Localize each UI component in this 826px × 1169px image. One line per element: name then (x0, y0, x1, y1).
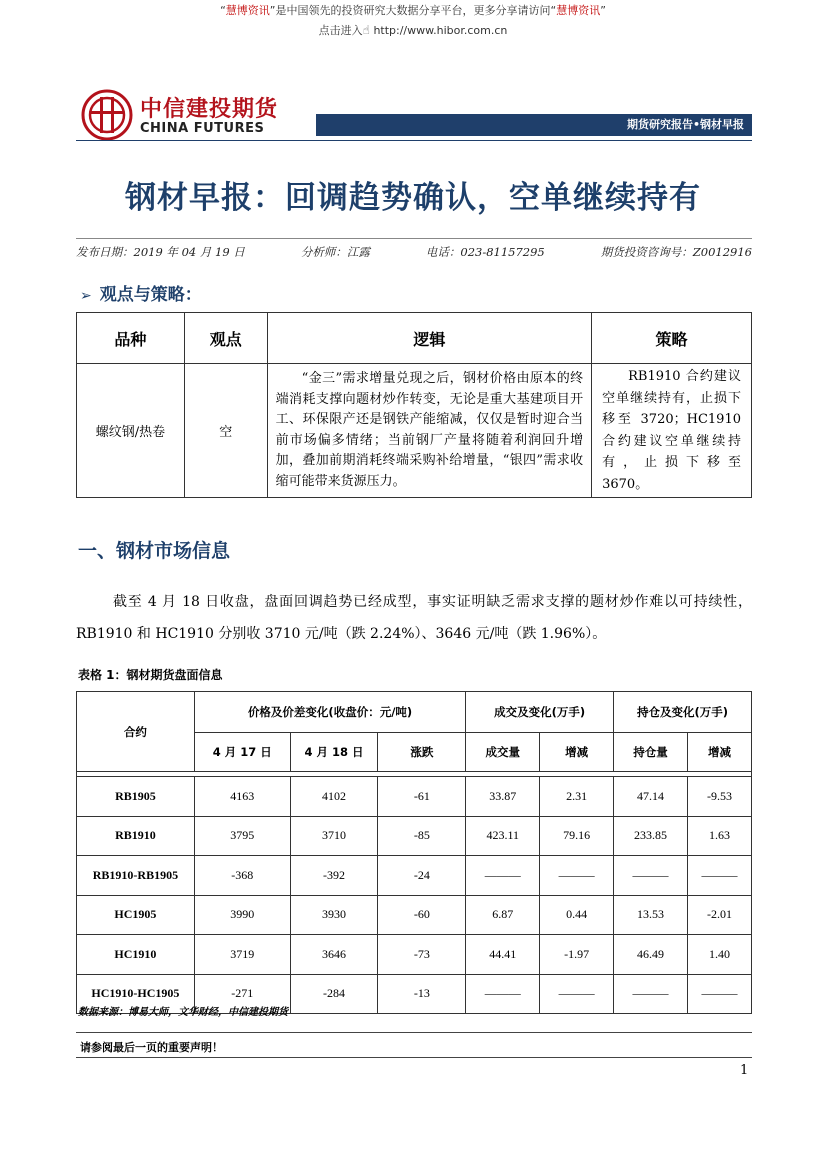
section-heading-market: 一、钢材市场信息 (78, 540, 231, 562)
header-view: 观点 (184, 313, 267, 364)
value-cell: -73 (378, 935, 466, 975)
value-cell: -61 (378, 777, 466, 817)
header-divider (76, 140, 752, 141)
value-cell: 13.53 (614, 895, 688, 935)
value-cell: -271 (194, 974, 290, 1014)
table-row (77, 895, 752, 935)
report-meta (76, 244, 752, 260)
value-cell: 3795 (194, 816, 290, 856)
footer-divider-bottom (76, 1057, 752, 1058)
disclaimer-notice: 请参阅最后一页的重要声明！ (80, 1041, 223, 1054)
view-cell: 空 (184, 364, 267, 498)
analyst-name: 分析师：江露 (300, 245, 370, 259)
header-variety: 品种 (77, 313, 185, 364)
value-cell: -85 (378, 816, 466, 856)
value-cell: ——— (466, 974, 540, 1014)
value-cell: -284 (290, 974, 378, 1014)
value-cell: 4163 (194, 777, 290, 817)
header-volume: 成交量 (466, 733, 540, 772)
value-cell: ——— (540, 856, 614, 896)
contract-cell: RB1905 (77, 777, 195, 817)
banner-line-2 (0, 22, 826, 38)
arrow-bullet-icon: ➢ (80, 288, 92, 304)
value-cell: 1.63 (688, 816, 752, 856)
value-cell: -24 (378, 856, 466, 896)
value-cell: 3990 (194, 895, 290, 935)
logic-cell (267, 364, 591, 498)
market-paragraph: 截至 4 月 18 日收盘，盘面回调趋势已经成型，事实证明缺乏需求支撑的题材炒作难以可持续性，RB1910 和 HC1910 分别收 3710 元/吨（跌 2.24%）、3646 元/吨（跌 1.96%）。 (76, 594, 752, 642)
analyst-phone: 电话：023-81157295 (425, 245, 545, 259)
footer-divider-top (76, 1032, 752, 1033)
section-title-views: 观点与策略： (99, 285, 202, 305)
header-apr18: 4 月 18 日 (290, 733, 378, 772)
strategy-text: RB1910 合约建议空单继续持有，止损下移至 3720；HC1910 合约建议空单继续持有，止损下移至 3670。 (602, 369, 741, 492)
contract-cell: HC1905 (77, 895, 195, 935)
value-cell: ——— (688, 856, 752, 896)
value-cell: 46.49 (614, 935, 688, 975)
market-table (76, 691, 752, 1014)
title-divider (76, 238, 752, 239)
table-row (77, 935, 752, 975)
value-cell: 3719 (194, 935, 290, 975)
views-strategy-table (76, 312, 752, 498)
value-cell: -60 (378, 895, 466, 935)
value-cell: -368 (194, 856, 290, 896)
value-cell: 2.31 (540, 777, 614, 817)
value-cell: ——— (466, 856, 540, 896)
header-logic: 逻辑 (267, 313, 591, 364)
value-cell: -1.97 (540, 935, 614, 975)
header-oi-group: 持仓及变化(万手) (614, 692, 752, 733)
banner-line-1 (0, 2, 826, 18)
banner-url-link[interactable]: http://www.hibor.com.cn (373, 24, 508, 37)
value-cell: -13 (378, 974, 466, 1014)
value-cell: 1.40 (688, 935, 752, 975)
banner-quote-end: ” (600, 4, 606, 17)
banner-text: ”是中国领先的投资研究大数据分享平台，更多分享请访问“ (269, 4, 557, 17)
header-volume-group: 成交及变化(万手) (466, 692, 614, 733)
variety-cell: 螺纹钢/热卷 (77, 364, 185, 498)
views-header-row (77, 313, 752, 364)
contract-cell: RB1910-RB1905 (77, 856, 195, 896)
table-row (77, 777, 752, 817)
value-cell: 79.16 (540, 816, 614, 856)
top-banner (0, 2, 826, 38)
header-open-interest: 持仓量 (614, 733, 688, 772)
header-apr17: 4 月 17 日 (194, 733, 290, 772)
market-table-body (77, 777, 752, 1014)
value-cell: 233.85 (614, 816, 688, 856)
header-change: 涨跌 (378, 733, 466, 772)
contract-cell: RB1910 (77, 816, 195, 856)
report-title: 钢材早报：回调趋势确认，空单继续持有 (125, 180, 701, 216)
banner-brand-1[interactable]: 慧博资讯 (225, 4, 270, 17)
value-cell: 4102 (290, 777, 378, 817)
logic-text: “金三”需求增量兑现之后，钢材价格由原本的终端消耗支撑向题材炒作转变，无论是重大基建项目开工、环保限产还是钢铁产能缩减，仅仅是暂时迎合当前市场偏多情绪；当前钢厂产量将随着利润回升增加，叠加前期消耗终端采购补给增量，“银四”需求收缩可能带来货源压力。 (275, 371, 584, 489)
strategy-cell (592, 364, 752, 498)
value-cell: -392 (290, 856, 378, 896)
section-heading-views (80, 280, 202, 305)
value-cell: 47.14 (614, 777, 688, 817)
value-cell: ——— (540, 974, 614, 1014)
logo-chinese-name: 中信建投期货 (140, 97, 279, 122)
market-header-row-1 (77, 692, 752, 733)
contract-cell: HC1910-HC1905 (77, 974, 195, 1014)
banner-enter-label: 点击进入 (318, 24, 363, 37)
value-cell: -9.53 (688, 777, 752, 817)
publish-date: 发布日期：2019 年 04 月 19 日 (76, 245, 245, 259)
value-cell: 33.87 (466, 777, 540, 817)
value-cell: -2.01 (688, 895, 752, 935)
header-price-group: 价格及价差变化(收盘价：元/吨) (194, 692, 465, 733)
views-row (77, 364, 752, 498)
header-strategy: 策略 (592, 313, 752, 364)
table-row (77, 856, 752, 896)
value-cell: 423.11 (466, 816, 540, 856)
table-row (77, 816, 752, 856)
value-cell: 3930 (290, 895, 378, 935)
citic-logo-icon (81, 89, 133, 141)
header-oi-delta: 增减 (688, 733, 752, 772)
value-cell: 0.44 (540, 895, 614, 935)
license-number: 期货投资咨询号：Z0012916 (600, 245, 752, 259)
value-cell: 3710 (290, 816, 378, 856)
page-number: 1 (740, 1063, 749, 1078)
header-volume-delta: 增减 (540, 733, 614, 772)
value-cell: ——— (614, 856, 688, 896)
banner-brand-2[interactable]: 慧博资讯 (556, 4, 601, 17)
table-caption: 表格 1：钢材期货盘面信息 (78, 668, 223, 682)
data-source: 数据来源：博易大师，文华财经，中信建投期货 (78, 1007, 288, 1018)
report-type-bar: 期货研究报告•钢材早报 (316, 114, 752, 136)
value-cell: 44.41 (466, 935, 540, 975)
pointer-hand-icon: ☝ (362, 23, 370, 37)
value-cell: 6.87 (466, 895, 540, 935)
banner-quote: “ (220, 4, 226, 17)
header-contract: 合约 (77, 692, 195, 772)
value-cell: ——— (688, 974, 752, 1014)
value-cell: ——— (614, 974, 688, 1014)
value-cell: 3646 (290, 935, 378, 975)
logo-english-name: CHINA FUTURES (140, 121, 265, 136)
contract-cell: HC1910 (77, 935, 195, 975)
